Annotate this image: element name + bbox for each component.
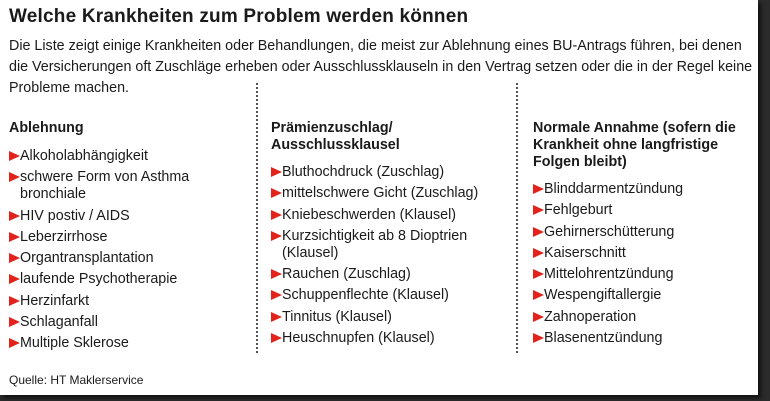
red-arrow-bullet-icon bbox=[533, 312, 544, 322]
list-item-label: Blinddarmentzündung bbox=[544, 181, 684, 197]
list-item-label: Tinnitus (Klausel) bbox=[282, 308, 392, 325]
red-arrow-bullet-icon bbox=[271, 333, 282, 343]
condition-list bbox=[9, 148, 241, 352]
red-arrow-bullet-icon bbox=[9, 172, 20, 182]
red-arrow-bullet-icon bbox=[9, 211, 20, 221]
red-arrow-bullet-icon bbox=[271, 210, 282, 220]
red-arrow-bullet-icon bbox=[533, 269, 544, 279]
list-item-label: HIV postiv / AIDS bbox=[20, 207, 130, 224]
list-item-label: Gehirnerschütterung bbox=[544, 223, 675, 240]
red-arrow-bullet-icon bbox=[533, 290, 544, 300]
red-arrow-bullet-icon bbox=[271, 269, 282, 279]
red-arrow-bullet-icon bbox=[9, 151, 20, 161]
list-item bbox=[9, 208, 241, 225]
red-arrow-bullet-icon bbox=[271, 290, 282, 300]
list-item bbox=[271, 207, 503, 224]
list-item bbox=[533, 266, 755, 283]
list-item-label: schwere Form von Asthma bronchiale bbox=[20, 169, 190, 203]
column-ablehnung bbox=[9, 120, 241, 357]
list-item bbox=[271, 287, 503, 304]
list-item bbox=[271, 228, 503, 262]
list-item-label: Alkoholabhängigkeit bbox=[20, 148, 148, 164]
list-item bbox=[533, 287, 755, 304]
intro-paragraph: Die Liste zeigt einige Krankheiten oder Behandlungen, die meist zur Ablehnung eines BU-Antrags führen, bei denen die Versicherungen oft Zuschläge erheben oder Ausschlussklauseln in den Vertrag setzen oder die in der Regel keine Probleme machen. bbox=[9, 38, 753, 96]
list-item bbox=[271, 164, 503, 181]
condition-list bbox=[533, 181, 755, 347]
list-item bbox=[9, 229, 241, 246]
list-item bbox=[9, 314, 241, 331]
column-heading: Prämienzuschlag/ Ausschlussklausel bbox=[271, 120, 400, 153]
list-item bbox=[533, 309, 755, 326]
list-item-label: Zahnoperation bbox=[544, 308, 637, 325]
red-arrow-bullet-icon bbox=[9, 296, 20, 306]
column-praemienzuschlag bbox=[271, 120, 503, 351]
red-arrow-bullet-icon bbox=[271, 312, 282, 322]
list-item bbox=[533, 202, 755, 219]
red-arrow-bullet-icon bbox=[533, 184, 544, 194]
list-item bbox=[271, 330, 503, 347]
column-heading: Normale Annahme (sofern die Krankheit ohne langfristige Folgen bleibt) bbox=[533, 120, 736, 170]
red-arrow-bullet-icon bbox=[533, 333, 544, 343]
column-heading: Ablehnung bbox=[9, 120, 84, 136]
red-arrow-bullet-icon bbox=[533, 227, 544, 237]
column-normale-annahme bbox=[533, 120, 755, 351]
list-item bbox=[533, 245, 755, 262]
list-item bbox=[9, 148, 241, 165]
list-item-label: Herzinfarkt bbox=[20, 292, 90, 309]
list-item bbox=[533, 181, 755, 198]
red-arrow-bullet-icon bbox=[9, 274, 20, 284]
list-item bbox=[9, 271, 241, 288]
red-arrow-bullet-icon bbox=[9, 317, 20, 327]
list-item bbox=[9, 250, 241, 267]
list-item bbox=[271, 309, 503, 326]
list-item-label: Organtransplantation bbox=[20, 250, 154, 267]
list-item bbox=[271, 185, 503, 202]
column-divider-2 bbox=[516, 83, 518, 353]
red-arrow-bullet-icon bbox=[271, 231, 282, 241]
list-item bbox=[9, 335, 241, 352]
red-arrow-bullet-icon bbox=[533, 248, 544, 258]
list-item bbox=[271, 266, 503, 283]
red-arrow-bullet-icon bbox=[9, 338, 20, 348]
list-item-label: Schuppenflechte (Klausel) bbox=[282, 287, 449, 304]
red-arrow-bullet-icon bbox=[9, 232, 20, 242]
list-item bbox=[9, 293, 241, 310]
list-item-label: Bluthochdruck (Zuschlag) bbox=[282, 164, 445, 180]
source-note: Quelle: HT Maklerservice bbox=[9, 373, 144, 387]
red-arrow-bullet-icon bbox=[533, 205, 544, 215]
list-item-label: Rauchen (Zuschlag) bbox=[282, 266, 411, 283]
list-item-label: laufende Psychotherapie bbox=[20, 271, 178, 288]
list-item-label: Kaiserschnitt bbox=[544, 244, 626, 261]
list-item-label: Kniebeschwerden (Klausel) bbox=[282, 206, 457, 223]
list-item bbox=[533, 330, 755, 347]
list-item-label: Leberzirrhose bbox=[20, 228, 108, 245]
list-item-label: Mittelohrentzündung bbox=[544, 266, 674, 283]
list-item-label: Wespengiftallergie bbox=[544, 287, 662, 304]
list-item-label: Heuschnupfen (Klausel) bbox=[282, 330, 435, 347]
list-item-label: mittelschwere Gicht (Zuschlag) bbox=[282, 185, 479, 202]
red-arrow-bullet-icon bbox=[271, 188, 282, 198]
column-divider-1 bbox=[256, 83, 258, 353]
list-item-label: Blasenentzündung bbox=[544, 330, 663, 347]
list-item-label: Kurzsichtigkeit ab 8 Dioptrien (Klausel) bbox=[282, 227, 468, 261]
red-arrow-bullet-icon bbox=[9, 253, 20, 263]
list-item-label: Multiple Sklerose bbox=[20, 335, 129, 352]
list-item-label: Schlaganfall bbox=[20, 314, 98, 331]
list-item bbox=[533, 224, 755, 241]
list-item-label: Fehlgeburt bbox=[544, 202, 613, 219]
list-item bbox=[9, 169, 241, 203]
condition-list bbox=[271, 164, 503, 347]
infobox-title: Welche Krankheiten zum Problem werden können bbox=[9, 6, 469, 27]
red-arrow-bullet-icon bbox=[271, 167, 282, 177]
